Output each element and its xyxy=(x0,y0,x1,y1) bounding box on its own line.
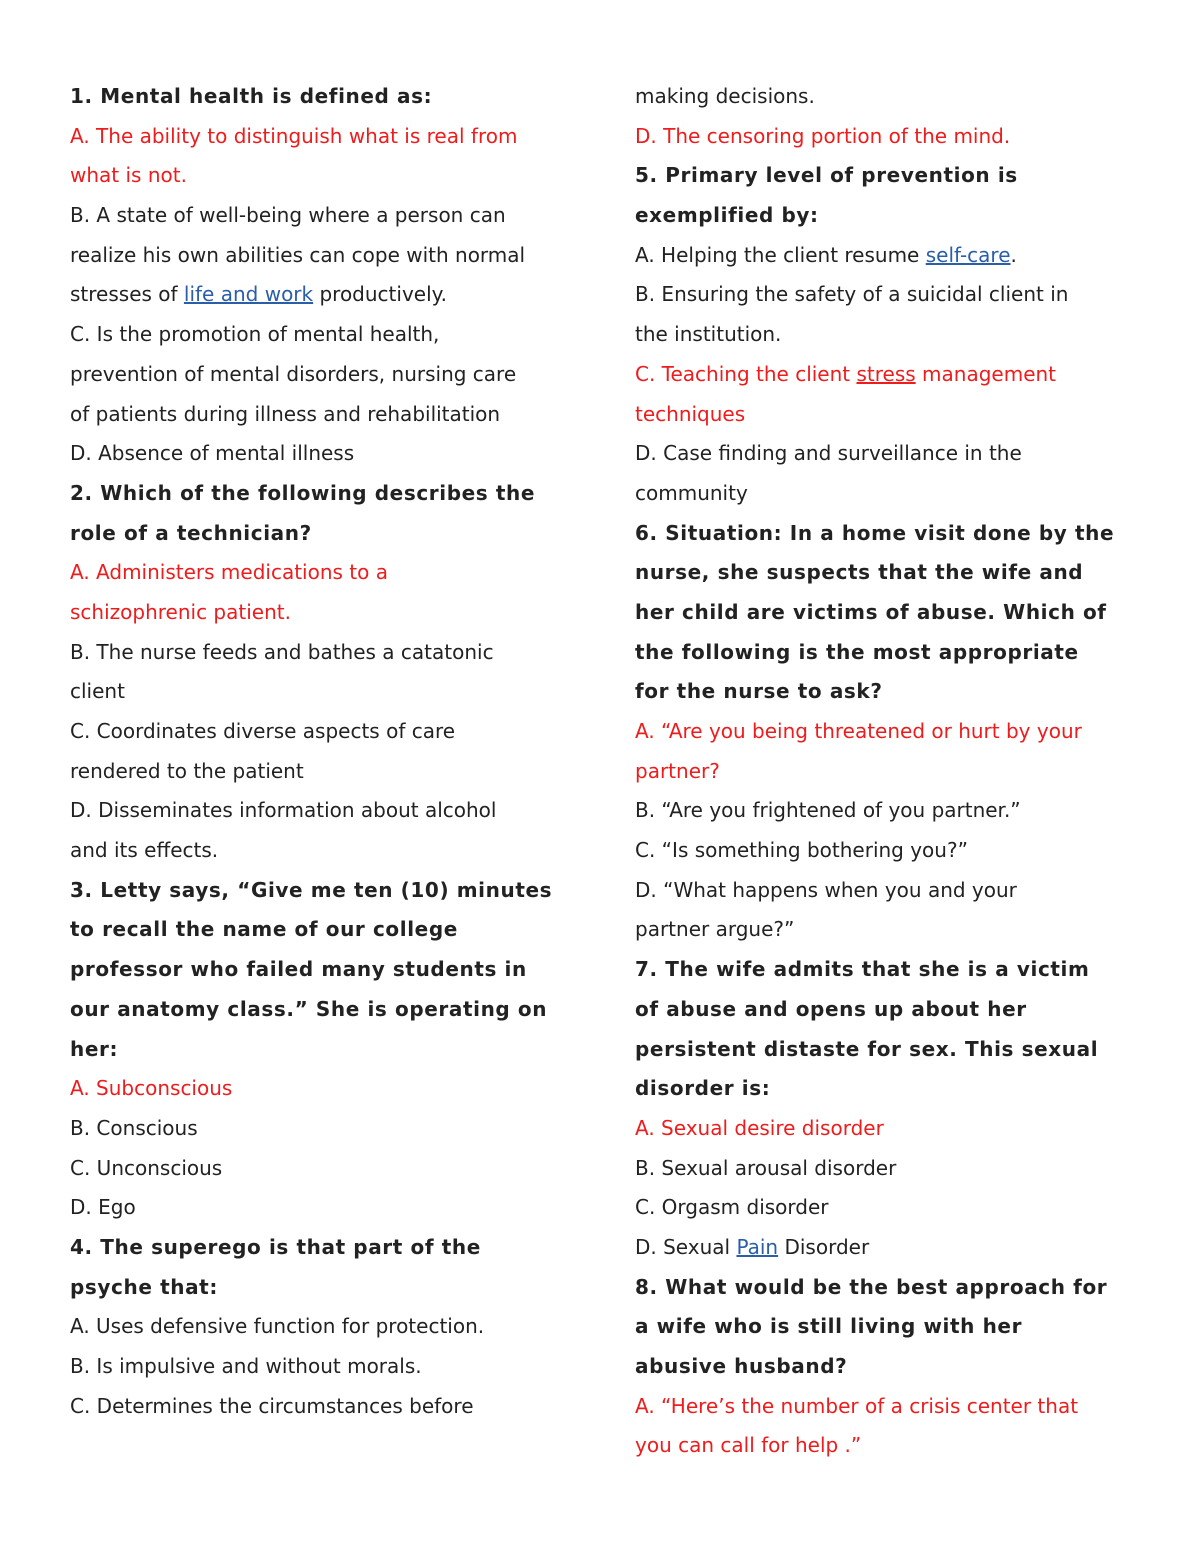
option-line: B. Is impulsive and without morals. xyxy=(70,1354,422,1378)
option-line: C. Determines the circumstances before xyxy=(70,1393,474,1418)
option-line: C. Unconscious xyxy=(70,1155,223,1180)
option-line: D. Case finding and surveillance in the xyxy=(635,441,1022,466)
question-line: a wife who is still living with her xyxy=(635,1314,1023,1339)
line-text: . xyxy=(1010,242,1017,267)
line-text: productively. xyxy=(313,282,447,307)
answer-line: A. Administers medications to a xyxy=(70,560,388,585)
line-text: management xyxy=(915,361,1057,386)
answer-line: partner? xyxy=(635,758,720,783)
option-line: community xyxy=(635,480,748,505)
question-line: abusive husband? xyxy=(635,1354,848,1378)
answer-line: A. “Here’s the number of a crisis center that xyxy=(635,1393,1079,1418)
answer-line xyxy=(635,355,1135,395)
option-line: of patients during illness and rehabilitation xyxy=(70,401,501,426)
inline-link[interactable]: Pain xyxy=(736,1234,779,1259)
question-line: 3. Letty says, “Give me ten (10) minutes xyxy=(70,877,553,902)
right-column xyxy=(635,77,1135,1466)
question-line: 2. Which of the following describes the xyxy=(70,480,536,505)
option-line: the institution. xyxy=(635,322,782,347)
option-line xyxy=(635,1228,1135,1268)
answer-line: you can call for help .” xyxy=(635,1433,862,1458)
option-line: B. A state of well-being where a person can xyxy=(70,203,506,228)
question-line: persistent distaste for sex. This sexual xyxy=(635,1036,1099,1061)
option-line: D. Disseminates information about alcohol xyxy=(70,798,497,823)
option-line: B. Sexual arousal disorder xyxy=(635,1155,897,1180)
line-text: Disorder xyxy=(778,1234,870,1259)
question-line: 1. Mental health is defined as: xyxy=(70,84,433,108)
left-column xyxy=(70,77,580,1426)
question-line: 8. What would be the best approach for xyxy=(635,1274,1108,1299)
question-line: 7. The wife admits that she is a victim xyxy=(635,957,1090,982)
option-line: D. Absence of mental illness xyxy=(70,441,355,466)
option-line: B. “Are you frightened of you partner.” xyxy=(635,798,1021,823)
option-line xyxy=(635,236,1135,276)
answer-line: techniques xyxy=(635,401,746,426)
option-line: realize his own abilities can cope with normal xyxy=(70,242,526,267)
option-line: D. Ego xyxy=(70,1195,136,1220)
line-text: stresses of xyxy=(70,282,184,307)
question-line: for the nurse to ask? xyxy=(635,679,883,704)
answer-line: D. The censoring portion of the mind. xyxy=(635,123,1011,148)
inline-link[interactable]: self-care xyxy=(925,242,1011,267)
question-line: role of a technician? xyxy=(70,520,312,545)
option-line: making decisions. xyxy=(635,84,815,108)
question-line: of abuse and opens up about her xyxy=(635,996,1027,1021)
question-line: 4. The superego is that part of the xyxy=(70,1234,481,1259)
answer-line: A. “Are you being threatened or hurt by your xyxy=(635,719,1082,743)
question-line: professor who failed many students in xyxy=(70,957,527,982)
option-line: C. “Is something bothering you?” xyxy=(635,838,968,863)
option-line: C. Coordinates diverse aspects of care xyxy=(70,719,456,743)
option-line: prevention of mental disorders, nursing care xyxy=(70,361,517,386)
option-line: client xyxy=(70,679,125,704)
question-line: to recall the name of our college xyxy=(70,917,458,942)
question-line: our anatomy class.” She is operating on xyxy=(70,996,548,1021)
option-line: B. Conscious xyxy=(70,1115,198,1140)
option-line: A. Uses defensive function for protection. xyxy=(70,1314,485,1339)
question-line: 6. Situation: In a home visit done by the xyxy=(635,520,1115,545)
answer-line: what is not. xyxy=(70,163,187,188)
option-line: rendered to the patient xyxy=(70,758,304,783)
question-line: the following is the most appropriate xyxy=(635,639,1079,664)
line-text: A. Helping the client resume xyxy=(635,242,926,267)
answer-line: A. Sexual desire disorder xyxy=(635,1115,884,1140)
question-line: nurse, she suspects that the wife and xyxy=(635,560,1084,585)
option-line: B. The nurse feeds and bathes a catatonic xyxy=(70,639,494,664)
question-line: psyche that: xyxy=(70,1274,218,1299)
answer-line: A. Subconscious xyxy=(70,1076,233,1101)
line-text: C. Teaching the client xyxy=(635,361,857,386)
question-line: 5. Primary level of prevention is xyxy=(635,163,1018,188)
question-line: disorder is: xyxy=(635,1076,771,1101)
option-line: C. Orgasm disorder xyxy=(635,1195,829,1220)
question-line: exemplified by: xyxy=(635,203,819,228)
option-line: D. “What happens when you and your xyxy=(635,877,1017,902)
option-line: B. Ensuring the safety of a suicidal client in xyxy=(635,282,1069,307)
option-line: partner argue?” xyxy=(635,917,795,942)
question-line: her child are victims of abuse. Which of xyxy=(635,599,1107,624)
option-line: and its effects. xyxy=(70,838,219,863)
answer-line: schizophrenic patient. xyxy=(70,599,291,624)
inline-link[interactable]: stress xyxy=(856,361,916,386)
option-line xyxy=(70,275,580,315)
option-line: C. Is the promotion of mental health, xyxy=(70,322,440,347)
answer-line: A. The ability to distinguish what is real from xyxy=(70,123,518,148)
inline-link[interactable]: life and work xyxy=(183,282,314,307)
line-text: D. Sexual xyxy=(635,1234,737,1259)
question-line: her: xyxy=(70,1036,119,1061)
